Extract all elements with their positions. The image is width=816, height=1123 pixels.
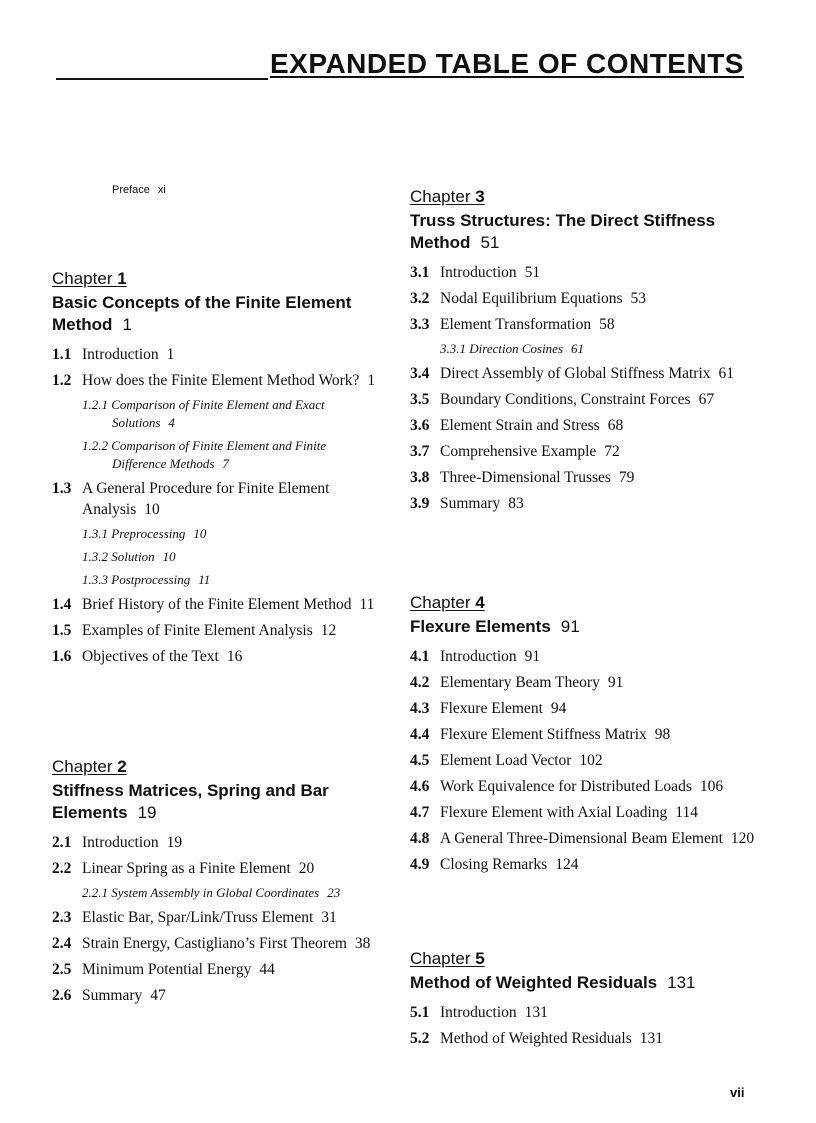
section-title: Flexure Element with Axial Loading bbox=[440, 804, 668, 821]
section-number: 3.3 bbox=[410, 316, 430, 333]
subsection-title: Comparison of Finite Element and Exact Solutions bbox=[111, 397, 325, 430]
section-page: 12 bbox=[320, 622, 337, 639]
section-page: 68 bbox=[607, 417, 624, 434]
section-number: 2.4 bbox=[52, 935, 72, 952]
section-page: 44 bbox=[259, 961, 275, 978]
section-number: 4.4 bbox=[410, 726, 430, 743]
section-page: 124 bbox=[555, 856, 579, 873]
section-number: 4.6 bbox=[410, 778, 430, 795]
section-title: Work Equivalence for Distributed Loads bbox=[440, 778, 692, 795]
section-title: Three-Dimensional Trusses bbox=[440, 469, 611, 486]
toc-entry bbox=[52, 959, 382, 980]
section-title: Element Strain and Stress bbox=[440, 417, 600, 434]
subsection-number: 1.3.3 bbox=[82, 572, 108, 587]
subsection-title: System Assembly in Global Coordinates bbox=[111, 885, 320, 900]
section-number: 2.2 bbox=[52, 860, 72, 877]
section-title: Summary bbox=[440, 495, 501, 512]
chapter-title-text: Method of Weighted Residuals bbox=[410, 973, 658, 992]
section-page: 51 bbox=[524, 264, 541, 281]
section-number: 4.2 bbox=[410, 674, 430, 691]
toc-entry bbox=[52, 344, 382, 365]
section-page: 79 bbox=[618, 469, 635, 486]
section-page: 72 bbox=[604, 443, 620, 460]
chapter-number: 3 bbox=[475, 187, 485, 206]
chapter-5 bbox=[410, 948, 780, 1054]
toc-entry bbox=[52, 832, 382, 853]
section-page: 114 bbox=[675, 804, 698, 821]
section-number: 4.7 bbox=[410, 804, 430, 821]
section-title: Flexure Element Stiffness Matrix bbox=[440, 726, 647, 743]
section-page: 91 bbox=[524, 648, 541, 665]
section-title: Strain Energy, Castigliano’s First Theorem bbox=[82, 935, 347, 952]
section-number: 3.8 bbox=[410, 469, 430, 486]
section-title: Comprehensive Example bbox=[440, 443, 597, 460]
toc-entry bbox=[410, 776, 780, 797]
section-number: 4.3 bbox=[410, 700, 430, 717]
chapter-title bbox=[52, 292, 382, 336]
section-title: How does the Finite Element Method Work? bbox=[82, 372, 360, 389]
toc-entry bbox=[410, 262, 770, 283]
chapter-page: 1 bbox=[122, 315, 132, 334]
toc-entry bbox=[410, 441, 770, 462]
chapter-title bbox=[52, 780, 382, 824]
section-number: 2.5 bbox=[52, 961, 72, 978]
chapter-page: 19 bbox=[137, 803, 157, 822]
toc-entry bbox=[410, 802, 780, 823]
toc-entry bbox=[410, 363, 770, 384]
toc-entry bbox=[410, 828, 780, 849]
section-number: 3.7 bbox=[410, 443, 430, 460]
chapter-word: Chapter bbox=[410, 593, 471, 612]
section-number: 3.1 bbox=[410, 264, 430, 281]
chapter-title bbox=[410, 210, 770, 254]
toc-entry bbox=[52, 370, 382, 391]
chapter-title bbox=[410, 616, 780, 638]
section-title: Elementary Beam Theory bbox=[440, 674, 600, 691]
chapter-number: 5 bbox=[475, 949, 485, 968]
section-page: 131 bbox=[639, 1030, 664, 1047]
toc-entry bbox=[410, 389, 770, 410]
header-rule bbox=[56, 78, 268, 80]
toc-subentry bbox=[52, 548, 382, 566]
chapter-page: 51 bbox=[480, 233, 500, 252]
chapter-number: 4 bbox=[475, 593, 485, 612]
toc-subentry bbox=[52, 525, 382, 543]
subsection-number: 1.3.2 bbox=[82, 549, 108, 564]
subsection-title: Direction Cosines bbox=[469, 341, 564, 356]
section-page: 38 bbox=[354, 935, 371, 952]
toc-entry bbox=[52, 478, 382, 520]
section-number: 3.2 bbox=[410, 290, 430, 307]
section-title: Introduction bbox=[440, 1004, 517, 1021]
section-title: Objectives of the Text bbox=[82, 648, 219, 665]
section-number: 5.2 bbox=[410, 1030, 430, 1047]
section-number: 3.6 bbox=[410, 417, 430, 434]
section-number: 4.5 bbox=[410, 752, 430, 769]
chapter-page: 91 bbox=[560, 617, 580, 636]
chapter-label bbox=[410, 948, 780, 970]
subsection-number: 1.2.1 bbox=[82, 397, 108, 412]
chapter-label bbox=[52, 268, 382, 290]
section-title: Element Transformation bbox=[440, 316, 592, 333]
section-title: Introduction bbox=[82, 346, 159, 363]
chapter-page: 131 bbox=[667, 973, 696, 992]
toc-entry bbox=[410, 854, 780, 875]
section-number: 3.4 bbox=[410, 365, 430, 382]
subsection-title: Comparison of Finite Element and Finite Difference Methods bbox=[111, 438, 327, 471]
section-page: 120 bbox=[730, 830, 755, 847]
toc-entry bbox=[410, 415, 770, 436]
toc-subentry bbox=[52, 884, 382, 902]
section-number: 2.1 bbox=[52, 834, 72, 851]
section-title: Boundary Conditions, Constraint Forces bbox=[440, 391, 691, 408]
section-page: 106 bbox=[699, 778, 724, 795]
toc-entry bbox=[52, 907, 382, 928]
chapter-4 bbox=[410, 592, 780, 880]
section-number: 1.2 bbox=[52, 372, 72, 389]
section-number: 1.5 bbox=[52, 622, 72, 639]
toc-entry bbox=[410, 724, 780, 745]
section-number: 2.6 bbox=[52, 987, 72, 1004]
section-page: 98 bbox=[654, 726, 671, 743]
section-number: 3.9 bbox=[410, 495, 430, 512]
section-title: A General Procedure for Finite Element Analysis bbox=[82, 480, 330, 518]
section-page: 67 bbox=[698, 391, 715, 408]
section-title: Summary bbox=[82, 987, 143, 1004]
section-number: 2.3 bbox=[52, 909, 72, 926]
toc-entry bbox=[410, 672, 780, 693]
subsection-title: Preprocessing bbox=[111, 526, 186, 541]
toc-entry bbox=[52, 620, 382, 641]
section-title: Minimum Potential Energy bbox=[82, 961, 252, 978]
toc-subentry bbox=[52, 437, 382, 473]
chapter-1 bbox=[52, 268, 382, 672]
section-page: 20 bbox=[298, 860, 315, 877]
chapter-2 bbox=[52, 756, 382, 1011]
section-title: Introduction bbox=[440, 264, 517, 281]
chapter-label bbox=[410, 186, 770, 208]
toc-entry bbox=[410, 288, 770, 309]
section-title: Introduction bbox=[440, 648, 517, 665]
section-title: Introduction bbox=[82, 834, 159, 851]
toc-subentry bbox=[52, 571, 382, 589]
section-number: 5.1 bbox=[410, 1004, 430, 1021]
page-number: vii bbox=[730, 1085, 745, 1100]
toc-entry bbox=[410, 1002, 780, 1023]
section-page: 11 bbox=[359, 596, 375, 613]
subsection-number: 3.3.1 bbox=[440, 341, 466, 356]
chapter-number: 2 bbox=[117, 757, 127, 776]
section-page: 94 bbox=[550, 700, 567, 717]
section-title: Method of Weighted Residuals bbox=[440, 1030, 632, 1047]
chapter-3 bbox=[410, 186, 770, 519]
toc-entry bbox=[410, 750, 780, 771]
toc-entry bbox=[410, 646, 780, 667]
toc-entry bbox=[52, 594, 382, 615]
section-page: 1 bbox=[166, 346, 175, 363]
subsection-title: Solution bbox=[111, 549, 155, 564]
section-page: 19 bbox=[166, 834, 183, 851]
section-page: 1 bbox=[367, 372, 376, 389]
subsection-number: 2.2.1 bbox=[82, 885, 108, 900]
section-page: 83 bbox=[508, 495, 524, 512]
section-title: Direct Assembly of Global Stiffness Matrix bbox=[440, 365, 711, 382]
toc-subentry bbox=[410, 340, 770, 358]
chapter-number: 1 bbox=[117, 269, 127, 288]
chapter-title-text: Truss Structures: The Direct Stiffness Method bbox=[410, 211, 716, 252]
toc-entry bbox=[410, 698, 780, 719]
section-number: 4.1 bbox=[410, 648, 430, 665]
section-number: 4.8 bbox=[410, 830, 430, 847]
chapter-word: Chapter bbox=[410, 949, 471, 968]
preface-page: xi bbox=[157, 184, 166, 196]
section-title: Linear Spring as a Finite Element bbox=[82, 860, 291, 877]
section-number: 1.6 bbox=[52, 648, 72, 665]
section-title: Elastic Bar, Spar/Link/Truss Element bbox=[82, 909, 314, 926]
subsection-number: 1.3.1 bbox=[82, 526, 108, 541]
page-title: EXPANDED TABLE OF CONTENTS bbox=[270, 48, 744, 79]
toc-entry bbox=[410, 467, 770, 488]
chapter-title bbox=[410, 972, 780, 994]
section-title: Flexure Element bbox=[440, 700, 543, 717]
subsection-page: 10 bbox=[193, 526, 207, 541]
section-title: Closing Remarks bbox=[440, 856, 548, 873]
subsection-number: 1.2.2 bbox=[82, 438, 108, 453]
section-title: Brief History of the Finite Element Method bbox=[82, 596, 352, 613]
section-page: 53 bbox=[630, 290, 647, 307]
chapter-title-text: Basic Concepts of the Finite Element Method bbox=[52, 293, 352, 334]
section-page: 131 bbox=[524, 1004, 548, 1021]
subsection-page: 10 bbox=[162, 549, 176, 564]
section-number: 3.5 bbox=[410, 391, 430, 408]
section-page: 47 bbox=[150, 987, 166, 1004]
chapter-word: Chapter bbox=[52, 757, 113, 776]
chapter-label bbox=[52, 756, 382, 778]
chapter-label bbox=[410, 592, 780, 614]
subsection-page: 61 bbox=[571, 341, 585, 356]
subsection-page: 7 bbox=[222, 456, 229, 471]
section-page: 10 bbox=[144, 501, 160, 518]
subsection-page: 11 bbox=[198, 572, 211, 587]
section-title: Nodal Equilibrium Equations bbox=[440, 290, 623, 307]
section-number: 1.3 bbox=[52, 480, 72, 497]
chapter-title-text: Stiffness Matrices, Spring and Bar Elements bbox=[52, 781, 329, 822]
section-title: A General Three-Dimensional Beam Element bbox=[440, 830, 723, 847]
preface-label: Preface bbox=[112, 184, 150, 196]
subsection-page: 4 bbox=[168, 415, 175, 430]
section-number: 1.1 bbox=[52, 346, 72, 363]
toc-entry bbox=[410, 314, 770, 335]
subsection-page: 23 bbox=[327, 885, 341, 900]
section-page: 61 bbox=[718, 365, 735, 382]
toc-entry bbox=[52, 985, 382, 1006]
section-number: 1.4 bbox=[52, 596, 72, 613]
toc-entry bbox=[52, 858, 382, 879]
section-number: 4.9 bbox=[410, 856, 430, 873]
chapter-word: Chapter bbox=[52, 269, 113, 288]
subsection-title: Postprocessing bbox=[111, 572, 191, 587]
toc-entry bbox=[410, 493, 770, 514]
chapter-word: Chapter bbox=[410, 187, 471, 206]
chapter-title-text: Flexure Elements bbox=[410, 617, 551, 636]
toc-entry bbox=[410, 1028, 780, 1049]
section-page: 16 bbox=[226, 648, 243, 665]
section-page: 31 bbox=[321, 909, 337, 926]
section-title: Element Load Vector bbox=[440, 752, 572, 769]
preface-entry bbox=[112, 184, 166, 196]
section-page: 91 bbox=[607, 674, 624, 691]
section-title: Examples of Finite Element Analysis bbox=[82, 622, 313, 639]
section-page: 102 bbox=[579, 752, 603, 769]
section-page: 58 bbox=[599, 316, 615, 333]
toc-subentry bbox=[52, 396, 382, 432]
toc-entry bbox=[52, 646, 382, 667]
toc-entry bbox=[52, 933, 382, 954]
